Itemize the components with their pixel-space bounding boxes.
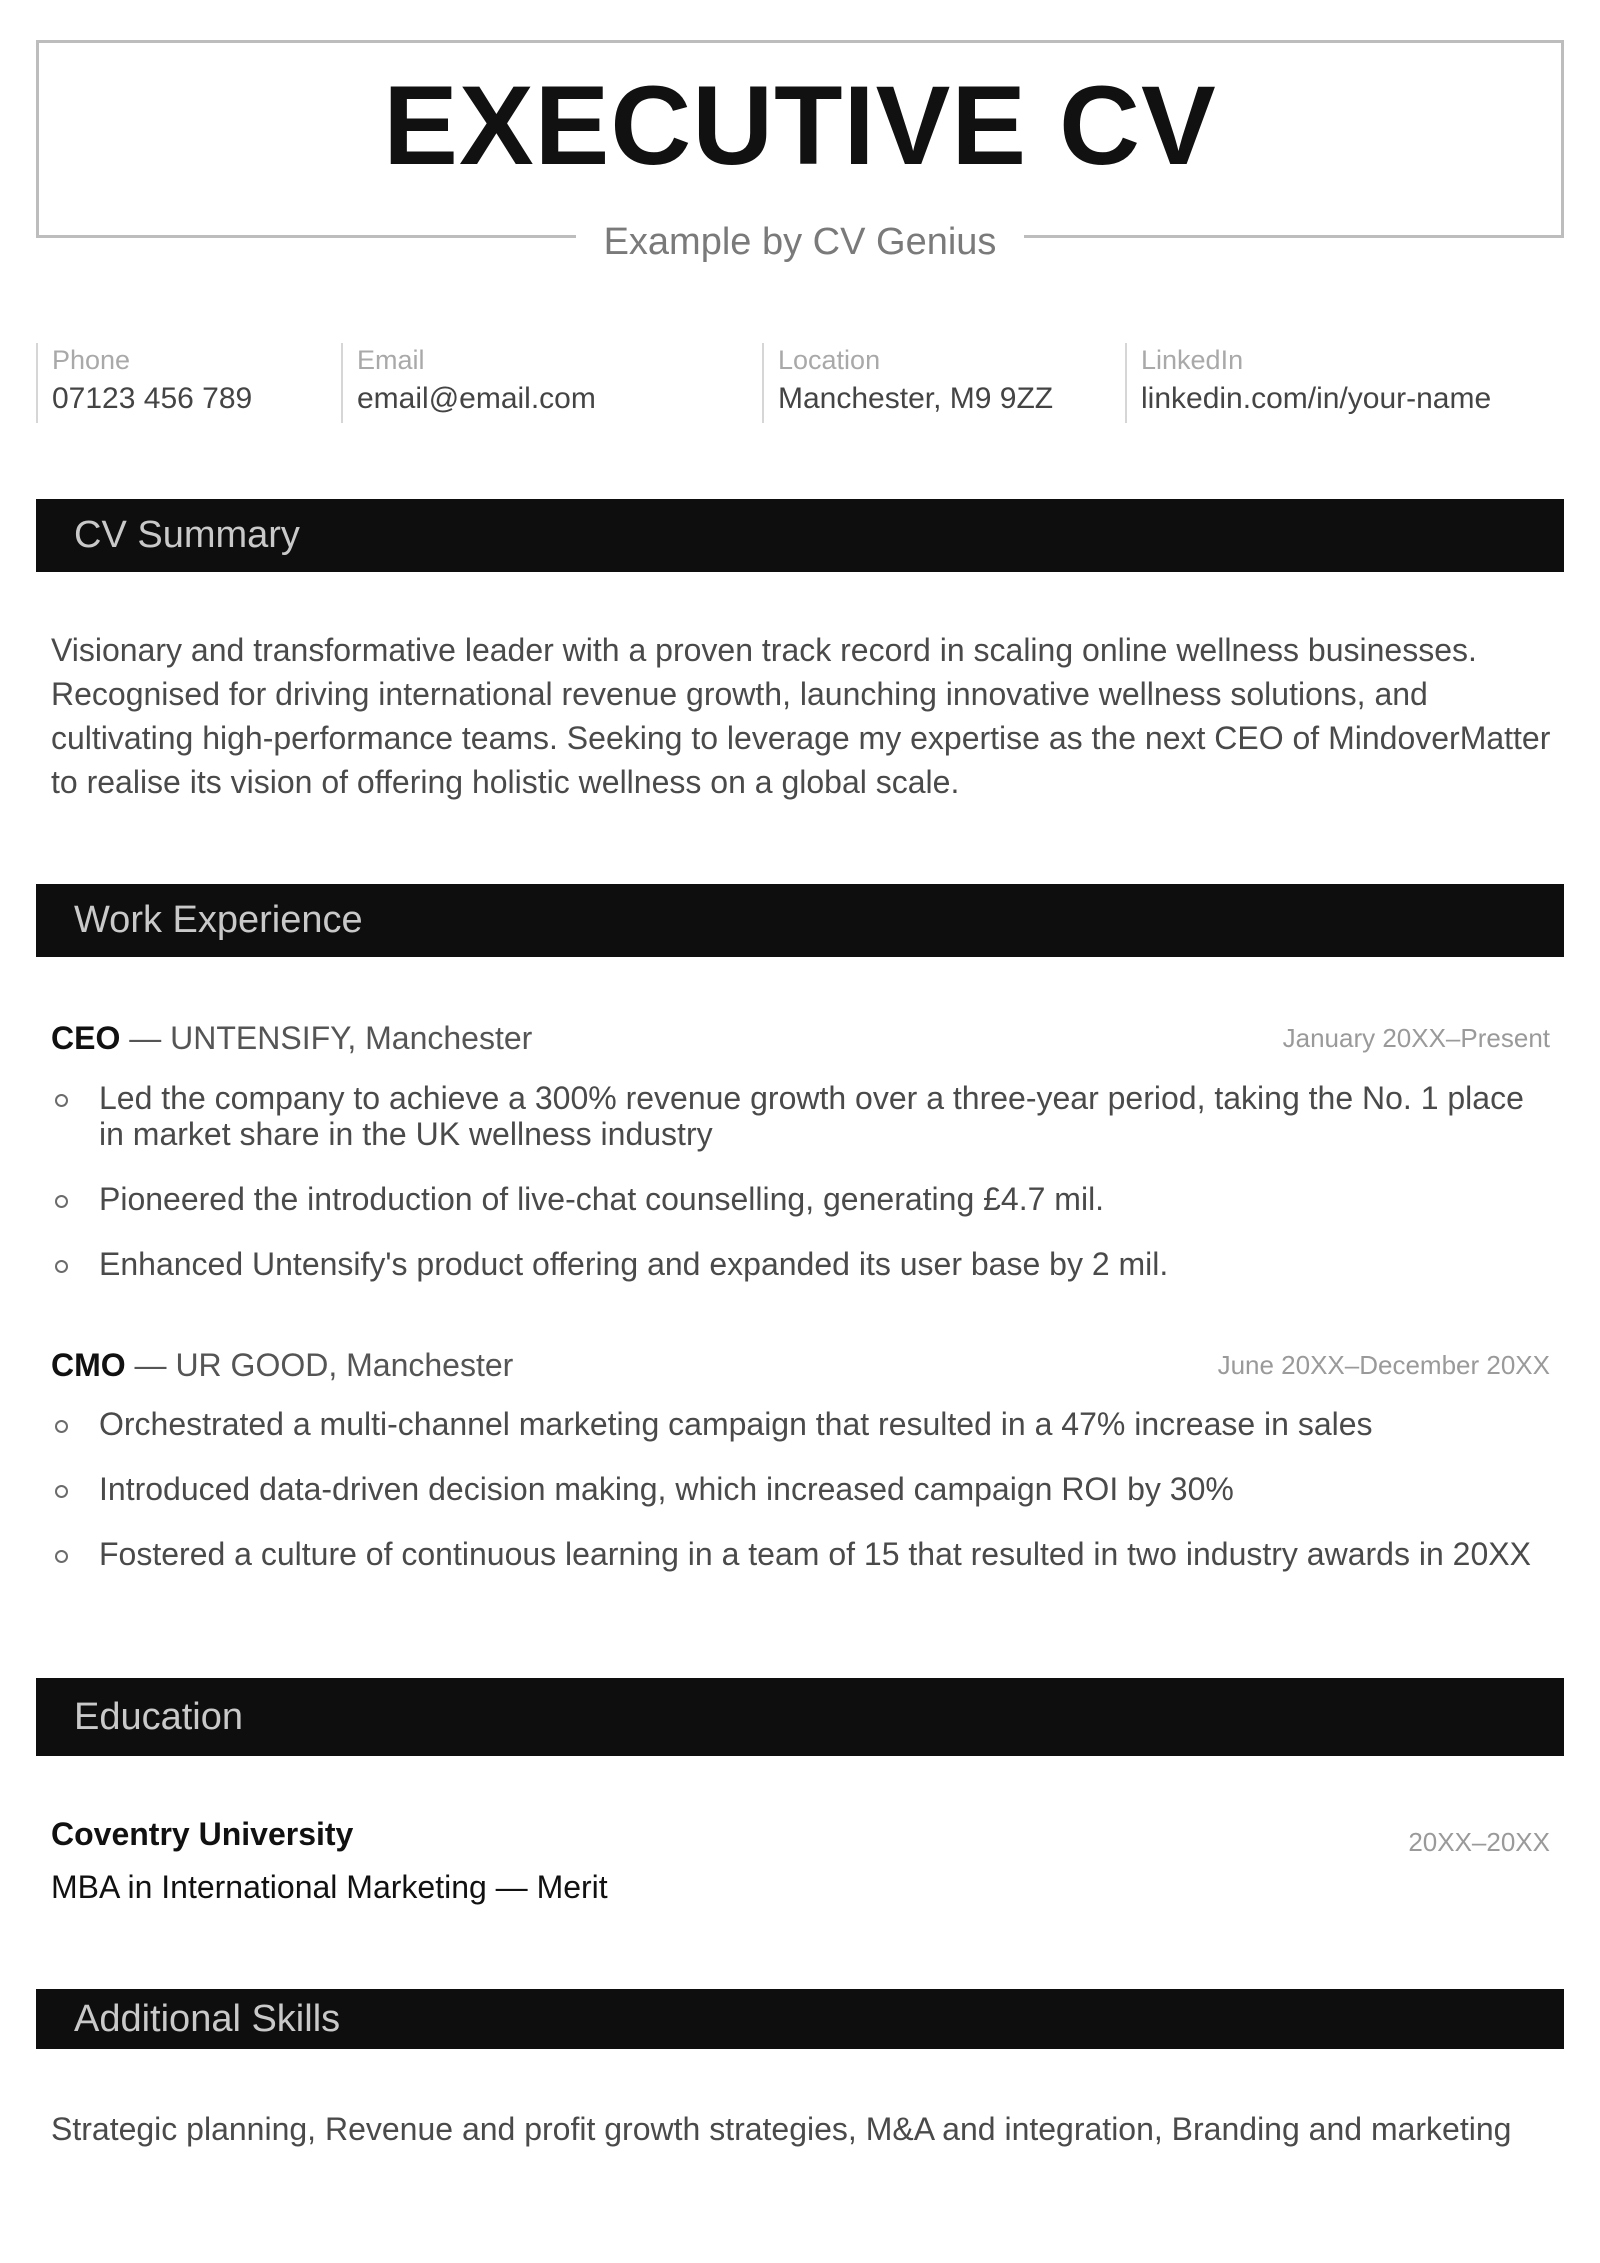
bullet-circle-icon (55, 1094, 68, 1107)
list-item (51, 1246, 1550, 1282)
bullet-circle-icon (55, 1420, 68, 1433)
job-bullets (51, 1080, 1550, 1282)
bullet-circle-icon (55, 1260, 68, 1273)
bullet-text: Enhanced Untensify's product offering and expanded its user base by 2 mil. (99, 1246, 1169, 1282)
contact-label: Location (778, 345, 881, 375)
subtitle-text: Example by CV Genius (576, 221, 1025, 263)
contact-row (36, 343, 1564, 423)
skills-text: Strategic planning, Revenue and profit growth strategies, M&A and integration, Branding and marketing (51, 2111, 1512, 2147)
section-title: Additional Skills (74, 1998, 341, 2040)
section-title: CV Summary (74, 514, 300, 556)
school-name: Coventry University (51, 1816, 354, 1852)
bullet-circle-icon (55, 1485, 68, 1498)
bullet-text: Fostered a culture of continuous learning in a team of 15 that resulted in two industry awards in 20XX (99, 1536, 1531, 1572)
job-bullets (51, 1406, 1550, 1572)
contact-email (341, 343, 596, 423)
contact-label: LinkedIn (1141, 345, 1244, 375)
list-item (51, 1181, 1550, 1217)
section-title: Work Experience (74, 899, 363, 941)
section-header-summary (36, 499, 1564, 572)
job-header (51, 1343, 1550, 1387)
bullet-text: Pioneered the introduction of live-chat counselling, generating £4.7 mil. (99, 1181, 1105, 1217)
bullet-text: Led the company to achieve a 300% revenue growth over a three-year period, taking the No. 1 place in market share in the UK wellness industry (99, 1080, 1524, 1152)
job-dates: June 20XX–December 20XX (1217, 1350, 1550, 1380)
job-header (51, 1016, 1550, 1060)
job-company: UNTENSIFY, Manchester (170, 1020, 533, 1056)
linkedin-link[interactable]: linkedin.com/in/your-name (1141, 382, 1492, 415)
job-entry (51, 1343, 1550, 1572)
section-title: Education (74, 1696, 244, 1738)
bullet-circle-icon (55, 1550, 68, 1563)
summary-text: Visionary and transformative leader with a proven track record in scaling online wellness businesses. Recognised for driving international revenue growth, launching innovative wellness solutions, and cultivating high-performance teams. Seeking to leverage my expertise as the next CEO of MindoverMatter to realise its vision of offering holistic wellness on a global scale. (51, 632, 1551, 800)
location-value: Manchester, M9 9ZZ (778, 382, 1054, 415)
degree: MBA in International Marketing — Merit (51, 1869, 608, 1905)
contact-label: Email (357, 345, 425, 375)
section-header-experience (36, 884, 1564, 957)
email-link[interactable]: email@email.com (357, 382, 596, 415)
bullet-text: Introduced data-driven decision making, which increased campaign ROI by 30% (99, 1471, 1234, 1507)
subtitle (0, 222, 1600, 270)
list-item (51, 1080, 1550, 1152)
phone-value: 07123 456 789 (52, 382, 253, 415)
contact-phone (36, 343, 252, 423)
job-separator: — (120, 1020, 171, 1056)
section-header-skills (36, 1989, 1564, 2049)
job-separator: — (125, 1347, 176, 1383)
bullet-text: Orchestrated a multi-channel marketing campaign that resulted in a 47% increase in sales (99, 1406, 1373, 1442)
education-dates: 20XX–20XX (1408, 1827, 1550, 1857)
job-company: UR GOOD, Manchester (175, 1347, 514, 1383)
list-item (51, 1406, 1550, 1442)
list-item (51, 1536, 1550, 1572)
job-dates: January 20XX–Present (1282, 1023, 1550, 1053)
contact-linkedin (1125, 343, 1491, 423)
page-title: EXECUTIVE CV (383, 63, 1217, 188)
list-item (51, 1471, 1550, 1507)
job-entry (51, 1016, 1550, 1282)
contact-location (762, 343, 1053, 423)
contact-label: Phone (52, 345, 131, 375)
education-entry (51, 1812, 1550, 1922)
job-role: CMO (51, 1347, 126, 1383)
job-role: CEO (51, 1020, 121, 1056)
section-header-education (36, 1678, 1564, 1756)
bullet-circle-icon (55, 1195, 68, 1208)
